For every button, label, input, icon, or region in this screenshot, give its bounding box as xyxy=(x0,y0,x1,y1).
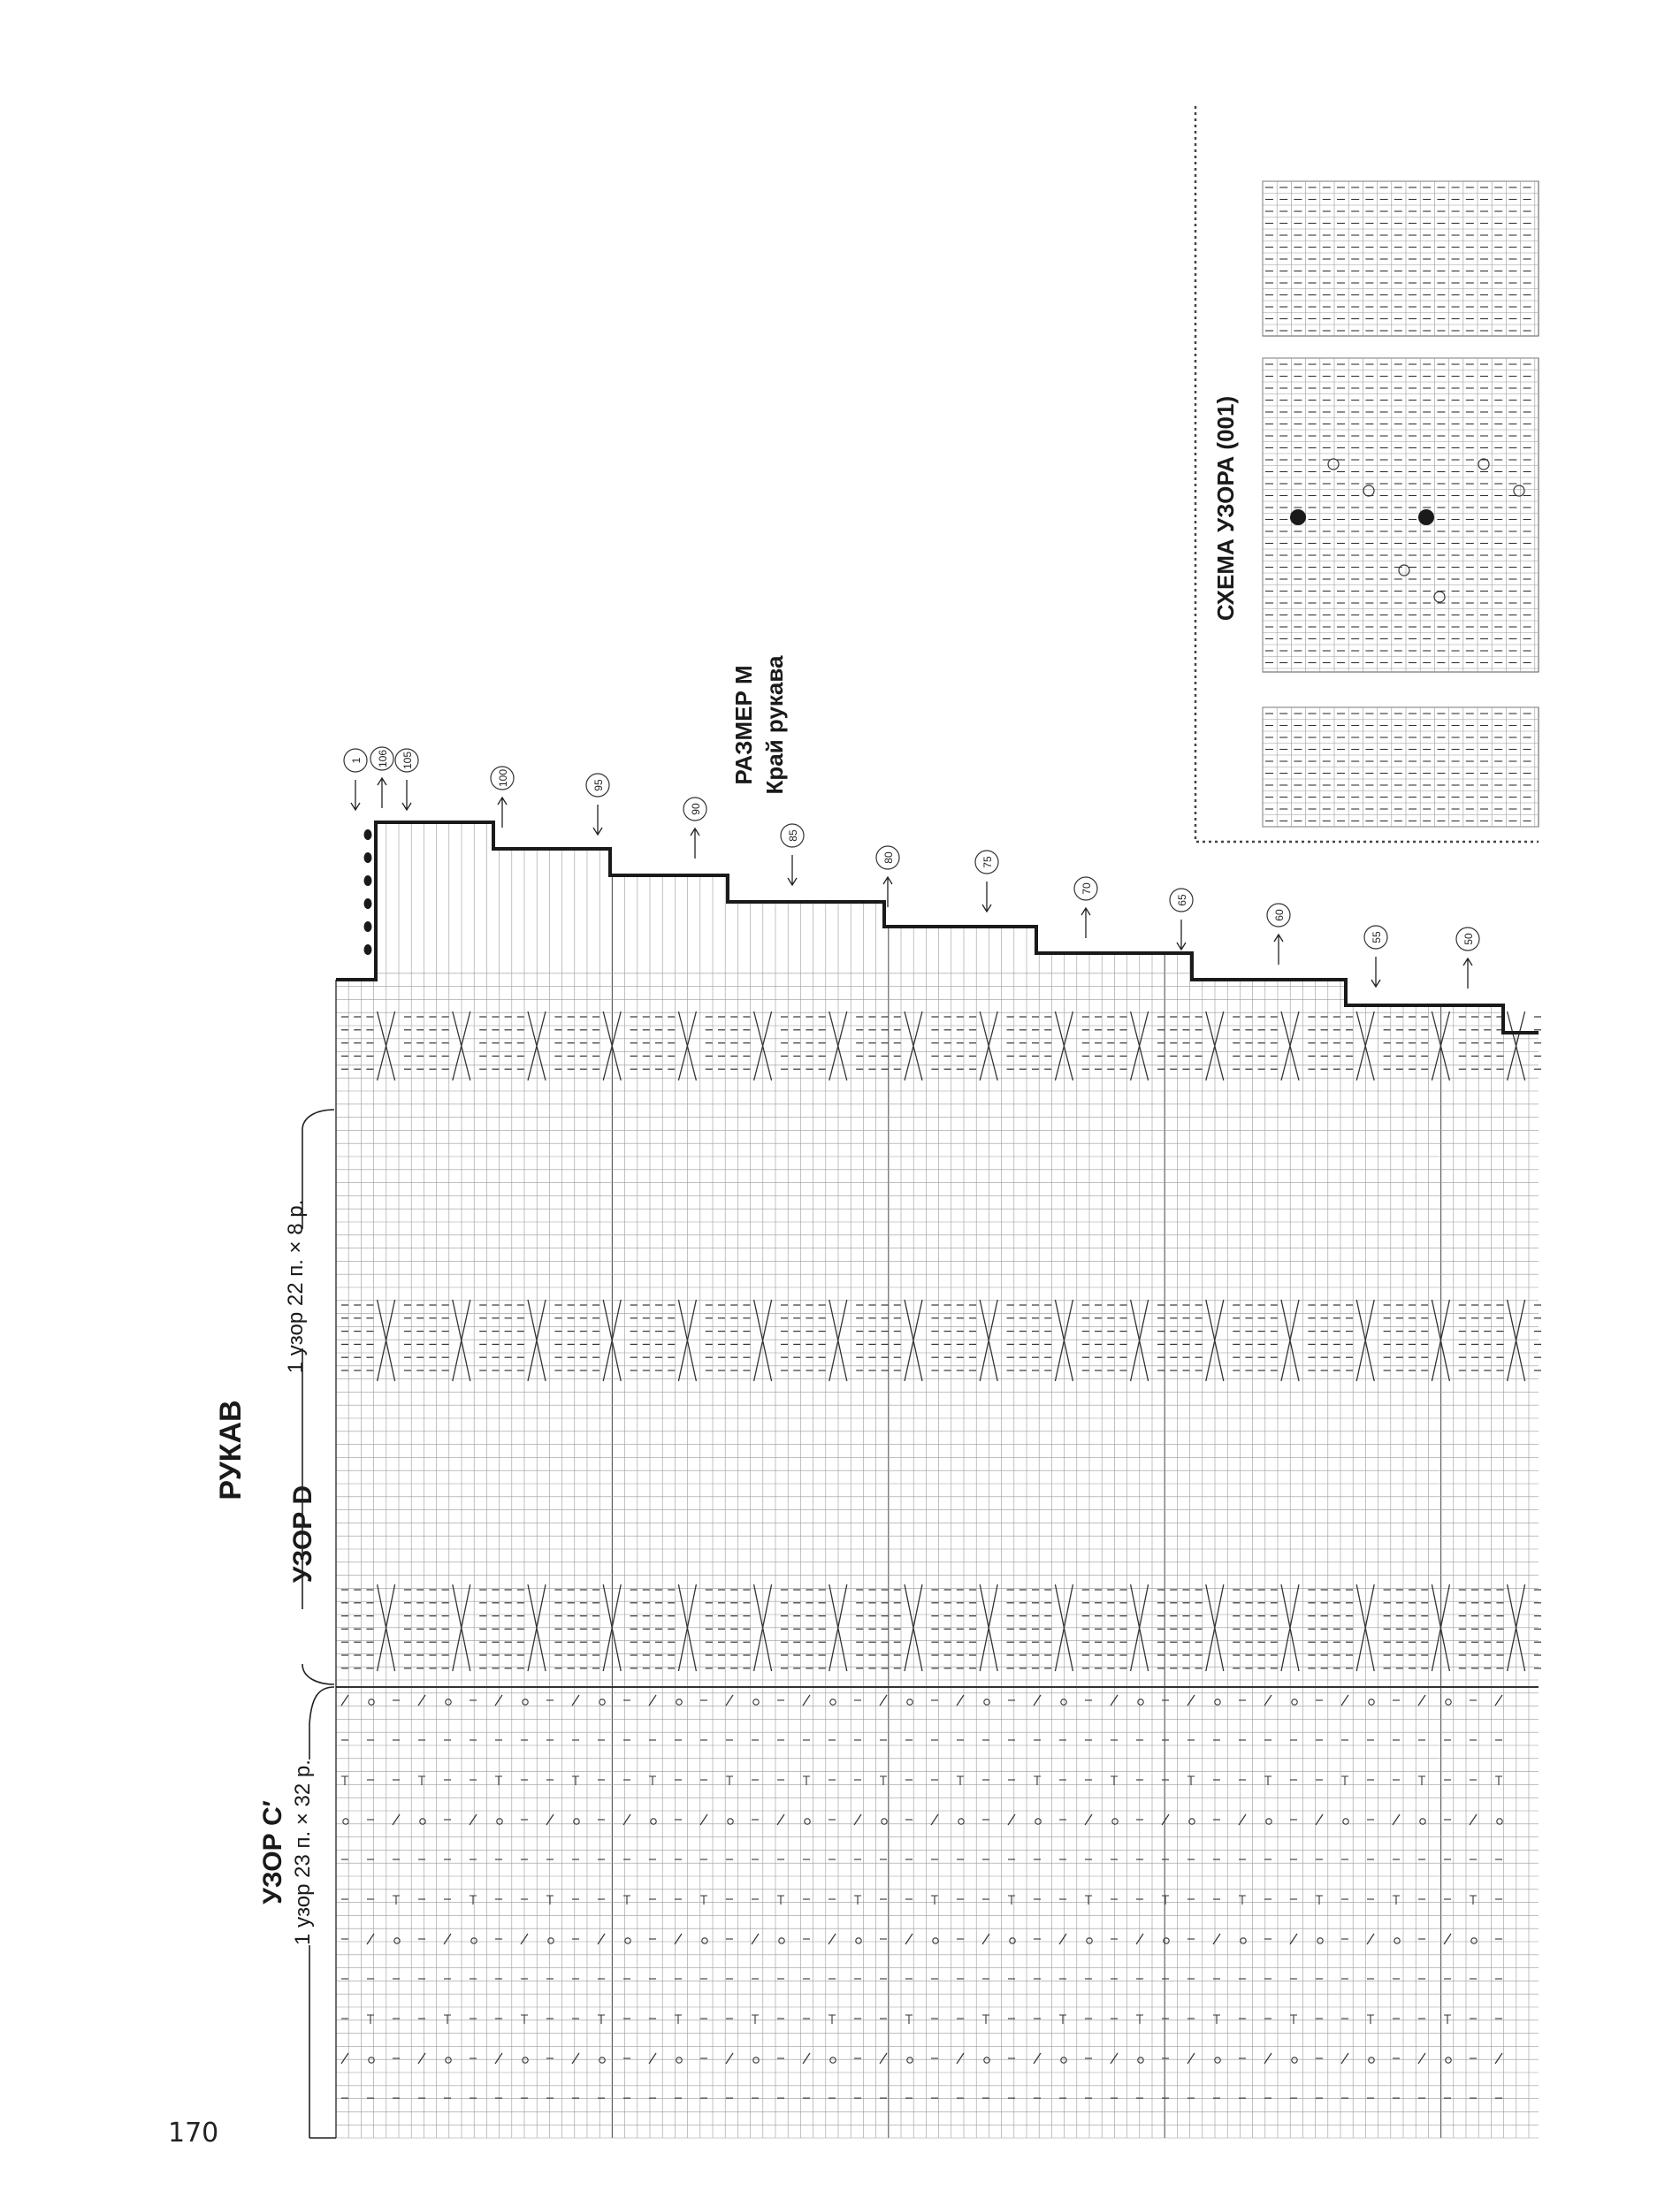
decrease-symbol xyxy=(1034,2053,1041,2064)
yarn-over-symbol xyxy=(702,1938,707,1943)
decrease-symbol xyxy=(495,1695,502,1706)
decrease-symbol xyxy=(982,1934,989,1944)
row-markers xyxy=(344,747,1479,989)
twist-symbol xyxy=(1264,1776,1271,1785)
twist-symbol xyxy=(418,1776,425,1785)
twist-symbol xyxy=(1470,1896,1477,1905)
yarn-over-symbol xyxy=(1061,1699,1066,1705)
twist-symbol xyxy=(572,1776,579,1785)
page-number: 170 xyxy=(168,2118,219,2149)
twist-symbol xyxy=(521,2015,528,2024)
decrease-symbol xyxy=(623,1814,630,1825)
yarn-over-symbol xyxy=(1138,1699,1143,1705)
decrease-symbol xyxy=(572,1695,579,1706)
row-marker-label: 106 xyxy=(377,749,389,768)
size-label: РАЗМЕР М xyxy=(730,665,757,785)
yarn-over-symbol xyxy=(369,1699,374,1705)
yarn-over-symbol xyxy=(1215,1699,1220,1705)
yarn-over-symbol xyxy=(805,1819,810,1824)
schema-yarn-over-symbol xyxy=(1363,485,1374,496)
yarn-over-symbol xyxy=(369,2057,374,2063)
decrease-symbol xyxy=(905,1934,913,1944)
decrease-symbol xyxy=(1162,1814,1169,1825)
yarn-over-symbol xyxy=(599,1699,605,1705)
row-marker-label: 105 xyxy=(401,751,414,770)
decrease-symbol xyxy=(1213,1934,1220,1944)
bindoff-dot xyxy=(364,898,372,909)
schema-yarn-over-symbol xyxy=(1478,459,1489,470)
decrease-symbol xyxy=(752,1934,759,1944)
decrease-symbol xyxy=(1085,1814,1092,1825)
yarn-over-symbol xyxy=(1420,1819,1425,1824)
twist-symbol xyxy=(957,1776,964,1785)
row-marker-label: 50 xyxy=(1462,933,1475,945)
twist-symbol xyxy=(905,2015,913,2024)
row-marker-label: 70 xyxy=(1081,882,1093,895)
twist-symbol xyxy=(1341,1776,1348,1785)
twist-symbol xyxy=(341,1776,348,1785)
row-arrow-down xyxy=(1177,920,1186,950)
decrease-symbol xyxy=(803,1695,810,1706)
stitch-symbols xyxy=(341,1012,1541,2098)
yarn-over-symbol xyxy=(1369,1699,1374,1705)
twist-symbol xyxy=(726,1776,733,1785)
twist-symbol xyxy=(1213,2015,1220,2024)
yarn-over-symbol xyxy=(1317,1938,1323,1943)
twist-symbol xyxy=(1034,1776,1041,1785)
yarn-over-symbol xyxy=(830,2057,836,2063)
yarn-over-symbol xyxy=(1215,2057,1220,2063)
yarn-over-symbol xyxy=(1241,1938,1246,1943)
decrease-symbol xyxy=(1341,1695,1348,1706)
yarn-over-symbol xyxy=(753,1699,759,1705)
edge-label: Край рукава xyxy=(761,655,788,795)
decrease-symbol xyxy=(957,1695,964,1706)
decrease-symbol xyxy=(1367,1934,1374,1944)
twist-symbol xyxy=(700,1896,707,1905)
row-marker-label: 55 xyxy=(1371,931,1383,943)
decrease-symbol xyxy=(1111,1695,1118,1706)
decrease-symbol xyxy=(1034,1695,1041,1706)
row-arrow-up xyxy=(1081,908,1090,938)
twist-symbol xyxy=(367,2015,374,2024)
decrease-symbol xyxy=(1470,1814,1477,1825)
twist-symbol xyxy=(1444,2015,1451,2024)
twist-symbol xyxy=(1059,2015,1066,2024)
yarn-over-symbol xyxy=(1471,1938,1477,1943)
pattern-c-name: УЗОР С′ xyxy=(258,1800,287,1905)
bindoff-dot xyxy=(364,829,372,840)
decrease-symbol xyxy=(1418,2053,1425,2064)
decrease-symbol xyxy=(341,2053,348,2064)
schema-bobble-symbol xyxy=(1290,509,1306,525)
decrease-symbol xyxy=(803,2053,810,2064)
bindoff-dot xyxy=(364,875,372,886)
yarn-over-symbol xyxy=(1112,1819,1118,1824)
twist-symbol xyxy=(982,2015,989,2024)
sleeve-title: РУКАВ xyxy=(214,1400,248,1500)
twist-symbol xyxy=(1111,1776,1118,1785)
yarn-over-symbol xyxy=(907,2057,913,2063)
twist-symbol xyxy=(1290,2015,1297,2024)
decrease-symbol xyxy=(495,2053,502,2064)
twist-symbol xyxy=(598,2015,605,2024)
decrease-symbol xyxy=(1418,1695,1425,1706)
twist-symbol xyxy=(880,1776,887,1785)
decrease-symbol xyxy=(1495,1695,1502,1706)
twist-symbol xyxy=(1367,2015,1374,2024)
bindoff-dot xyxy=(364,921,372,932)
row-arrow-down xyxy=(982,882,991,912)
pattern-d-name: УЗОР D xyxy=(288,1485,317,1584)
decrease-symbol xyxy=(1111,2053,1118,2064)
row-marker-label: 95 xyxy=(592,779,605,791)
schema-yarn-over-symbol xyxy=(1328,459,1339,470)
yarn-over-symbol xyxy=(1010,1938,1015,1943)
decrease-symbol xyxy=(1264,2053,1271,2064)
decrease-symbol xyxy=(418,2053,425,2064)
row-marker-label: 80 xyxy=(882,851,895,864)
row-arrow-down xyxy=(1371,957,1380,987)
decrease-symbol xyxy=(854,1814,861,1825)
twist-symbol xyxy=(1162,1896,1169,1905)
row-arrow-up xyxy=(1463,958,1472,989)
decrease-symbol xyxy=(777,1814,784,1825)
yarn-over-symbol xyxy=(907,1699,913,1705)
decrease-symbol xyxy=(1341,2053,1348,2064)
bindoff-dot xyxy=(364,944,372,955)
twist-symbol xyxy=(777,1896,784,1905)
yarn-over-symbol xyxy=(1035,1819,1041,1824)
row-marker-label: 1 xyxy=(350,757,363,764)
decrease-symbol xyxy=(675,1934,682,1944)
decrease-symbol xyxy=(1495,2053,1502,2064)
decrease-symbol xyxy=(880,1695,887,1706)
decrease-symbol xyxy=(1290,1934,1297,1944)
yarn-over-symbol xyxy=(625,1938,630,1943)
yarn-over-symbol xyxy=(1292,2057,1297,2063)
yarn-over-symbol xyxy=(958,1819,964,1824)
decrease-symbol xyxy=(1444,1934,1451,1944)
twist-symbol xyxy=(1085,1896,1092,1905)
sleeve-top-edge xyxy=(336,822,1539,1033)
row-marker-label: 85 xyxy=(787,829,799,842)
yarn-over-symbol xyxy=(779,1938,784,1943)
row-arrow-down xyxy=(402,780,411,810)
pattern-d-bracket xyxy=(302,1110,334,1684)
row-marker-label: 65 xyxy=(1176,894,1188,906)
yarn-over-symbol xyxy=(882,1819,887,1824)
yarn-over-symbol xyxy=(1446,2057,1451,2063)
decrease-symbol xyxy=(1059,1934,1066,1944)
yarn-over-symbol xyxy=(548,1938,554,1943)
row-marker-label: 100 xyxy=(497,768,509,788)
yarn-over-symbol xyxy=(1394,1938,1400,1943)
yarn-over-symbol xyxy=(933,1938,938,1943)
decrease-symbol xyxy=(341,1695,348,1706)
twist-symbol xyxy=(1393,1896,1400,1905)
decrease-symbol xyxy=(1316,1814,1323,1825)
decrease-symbol xyxy=(444,1934,451,1944)
twist-symbol xyxy=(1495,1776,1502,1785)
decrease-symbol xyxy=(1264,1695,1271,1706)
yarn-over-symbol xyxy=(446,1699,451,1705)
twist-symbol xyxy=(829,2015,836,2024)
twist-symbol xyxy=(1136,2015,1143,2024)
row-arrow-down xyxy=(593,805,602,835)
twist-symbol xyxy=(1418,1776,1425,1785)
decrease-symbol xyxy=(880,2053,887,2064)
decrease-symbol xyxy=(931,1814,938,1825)
yarn-over-symbol xyxy=(420,1819,425,1824)
twist-symbol xyxy=(470,1896,477,1905)
yarn-over-symbol xyxy=(1497,1819,1502,1824)
decrease-symbol xyxy=(1187,1695,1195,1706)
twist-symbol xyxy=(803,1776,810,1785)
decrease-symbol xyxy=(957,2053,964,2064)
yarn-over-symbol xyxy=(343,1819,348,1824)
decrease-symbol xyxy=(598,1934,605,1944)
twist-symbol xyxy=(1316,1896,1323,1905)
yarn-over-symbol xyxy=(497,1819,502,1824)
decrease-symbol xyxy=(829,1934,836,1944)
yarn-over-symbol xyxy=(676,2057,682,2063)
decrease-symbol xyxy=(726,2053,733,2064)
twist-symbol xyxy=(931,1896,938,1905)
yarn-over-symbol xyxy=(1292,1699,1297,1705)
row-marker-label: 75 xyxy=(981,856,994,868)
yarn-over-symbol xyxy=(1138,2057,1143,2063)
twist-symbol xyxy=(444,2015,451,2024)
schema-bobble-symbol xyxy=(1418,509,1434,525)
row-arrow-up xyxy=(691,828,699,859)
row-marker-label: 60 xyxy=(1273,909,1286,921)
yarn-over-symbol xyxy=(599,2057,605,2063)
yarn-over-symbol xyxy=(676,1699,682,1705)
yarn-over-symbol xyxy=(1266,1819,1271,1824)
row-arrow-down xyxy=(351,780,360,810)
twist-symbol xyxy=(623,1896,630,1905)
yarn-over-symbol xyxy=(651,1819,656,1824)
schema-title: СХЕМА УЗОРА (001) xyxy=(1212,395,1239,622)
twist-symbol xyxy=(546,1896,554,1905)
yarn-over-symbol xyxy=(1446,1699,1451,1705)
yarn-over-symbol xyxy=(1343,1819,1348,1824)
yarn-over-symbol xyxy=(753,2057,759,2063)
decrease-symbol xyxy=(418,1695,425,1706)
yarn-over-symbol xyxy=(1369,2057,1374,2063)
schema-yarn-over-symbol xyxy=(1399,565,1409,576)
decrease-symbol xyxy=(572,2053,579,2064)
decrease-symbol xyxy=(1393,1814,1400,1825)
decrease-symbol xyxy=(546,1814,554,1825)
decrease-symbol xyxy=(700,1814,707,1825)
yarn-over-symbol xyxy=(728,1819,733,1824)
yarn-over-symbol xyxy=(523,2057,528,2063)
twist-symbol xyxy=(495,1776,502,1785)
row-arrow-up xyxy=(378,778,386,808)
pattern-d-repeat: 1 узор 22 п. × 8 р. xyxy=(284,1199,308,1374)
decrease-symbol xyxy=(726,1695,733,1706)
decrease-symbol xyxy=(1187,2053,1195,2064)
row-arrow-up xyxy=(1274,935,1283,965)
yarn-over-symbol xyxy=(523,1699,528,1705)
bindoff-dot xyxy=(364,852,372,863)
schema-yarn-over-symbol xyxy=(1514,485,1524,496)
yarn-over-symbol xyxy=(1061,2057,1066,2063)
row-arrow-up xyxy=(498,798,507,828)
pattern-c-repeat: 1 узор 23 п. × 32 р. xyxy=(291,1760,315,1945)
twist-symbol xyxy=(675,2015,682,2024)
row-marker-label: 90 xyxy=(690,803,702,815)
schema-panel xyxy=(1195,106,1539,842)
yarn-over-symbol xyxy=(446,2057,451,2063)
yarn-over-symbol xyxy=(830,1699,836,1705)
row-arrow-down xyxy=(788,855,797,885)
twist-symbol xyxy=(752,2015,759,2024)
twist-symbol xyxy=(1187,1776,1195,1785)
twist-symbol xyxy=(854,1896,861,1905)
decrease-symbol xyxy=(367,1934,374,1944)
yarn-over-symbol xyxy=(856,1938,861,1943)
decrease-symbol xyxy=(470,1814,477,1825)
